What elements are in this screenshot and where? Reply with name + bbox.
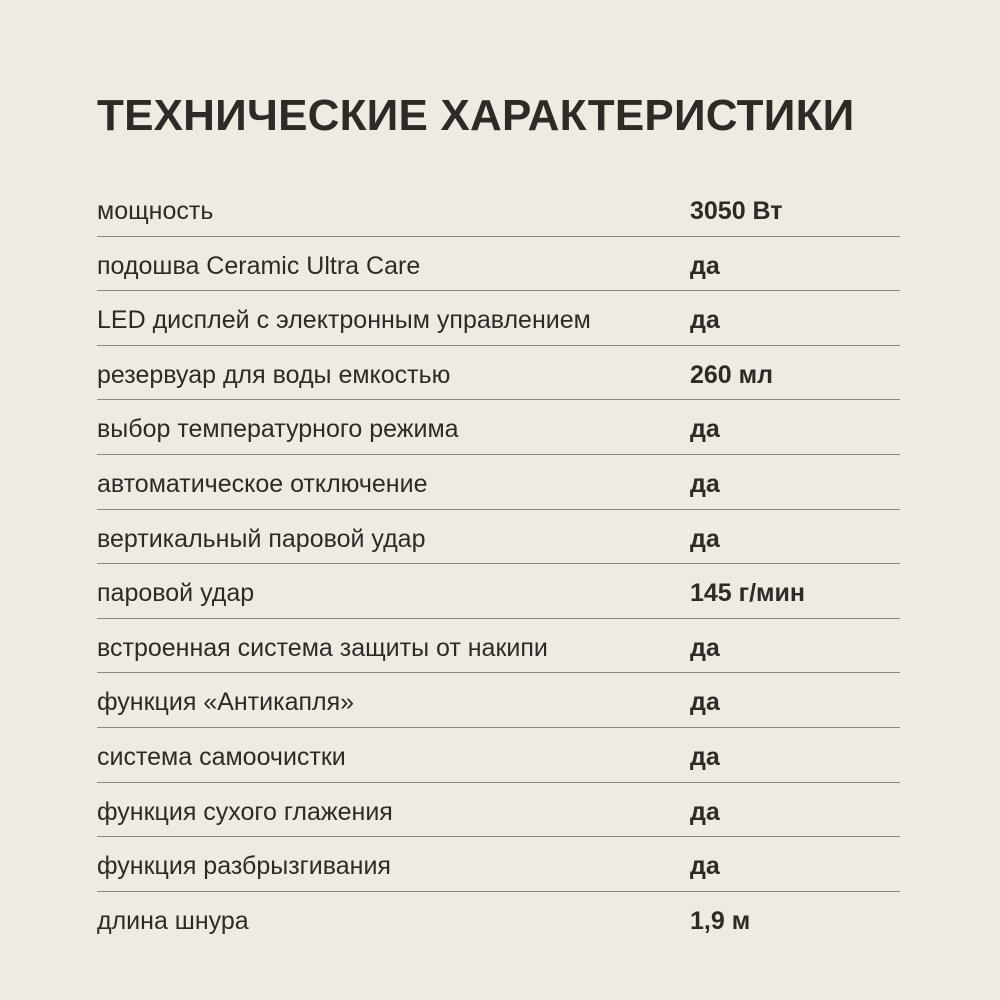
spec-value: да [690, 797, 720, 826]
spec-value: да [690, 524, 720, 553]
spec-row-water-tank [97, 346, 900, 401]
spec-label: выбор температурного режима [97, 415, 459, 444]
spec-value: 3050 Вт [690, 197, 783, 225]
spec-label: мощность [97, 197, 214, 225]
spec-label: резервуар для воды емкостью [97, 360, 451, 389]
spec-value: 1,9 м [690, 906, 751, 935]
page-title: ТЕХНИЧЕСКИЕ ХАРАКТЕРИСТИКИ [97, 91, 855, 140]
spec-row-auto-off [97, 455, 900, 510]
spec-label: функция «Антикапля» [97, 688, 355, 717]
spec-label: подошва Ceramic Ultra Care [97, 251, 421, 280]
spec-row-vertical-steam [97, 510, 900, 565]
spec-table [97, 182, 900, 946]
spec-row-anti-scale [97, 619, 900, 674]
spec-value: да [690, 306, 720, 335]
spec-row-power [97, 182, 900, 237]
spec-label: паровой удар [97, 579, 255, 608]
spec-label: система самоочистки [97, 742, 346, 771]
spec-label: автоматическое отключение [97, 469, 428, 498]
spec-value: да [690, 688, 720, 717]
spec-value: 145 г/мин [690, 579, 805, 608]
spec-row-self-clean [97, 728, 900, 783]
spec-row-dry-ironing [97, 783, 900, 838]
spec-row-steam-burst [97, 564, 900, 619]
spec-row-soleplate [97, 237, 900, 292]
spec-value: да [690, 633, 720, 662]
spec-row-cord-length [97, 892, 900, 947]
spec-row-spray [97, 837, 900, 892]
spec-row-temperature-mode [97, 400, 900, 455]
spec-label: длина шнура [97, 906, 249, 935]
spec-row-anti-drip [97, 673, 900, 728]
spec-value: да [690, 852, 720, 881]
spec-value: да [690, 251, 720, 280]
spec-label: вертикальный паровой удар [97, 524, 426, 553]
spec-label: функция разбрызгивания [97, 852, 391, 881]
spec-value: да [690, 469, 720, 498]
spec-value: да [690, 415, 720, 444]
spec-value: 260 мл [690, 360, 774, 389]
spec-label: функция сухого глажения [97, 797, 393, 826]
spec-row-led-display [97, 291, 900, 346]
spec-value: да [690, 742, 720, 771]
spec-label: встроенная система защиты от накипи [97, 633, 548, 662]
spec-label: LED дисплей с электронным управлением [97, 306, 591, 335]
